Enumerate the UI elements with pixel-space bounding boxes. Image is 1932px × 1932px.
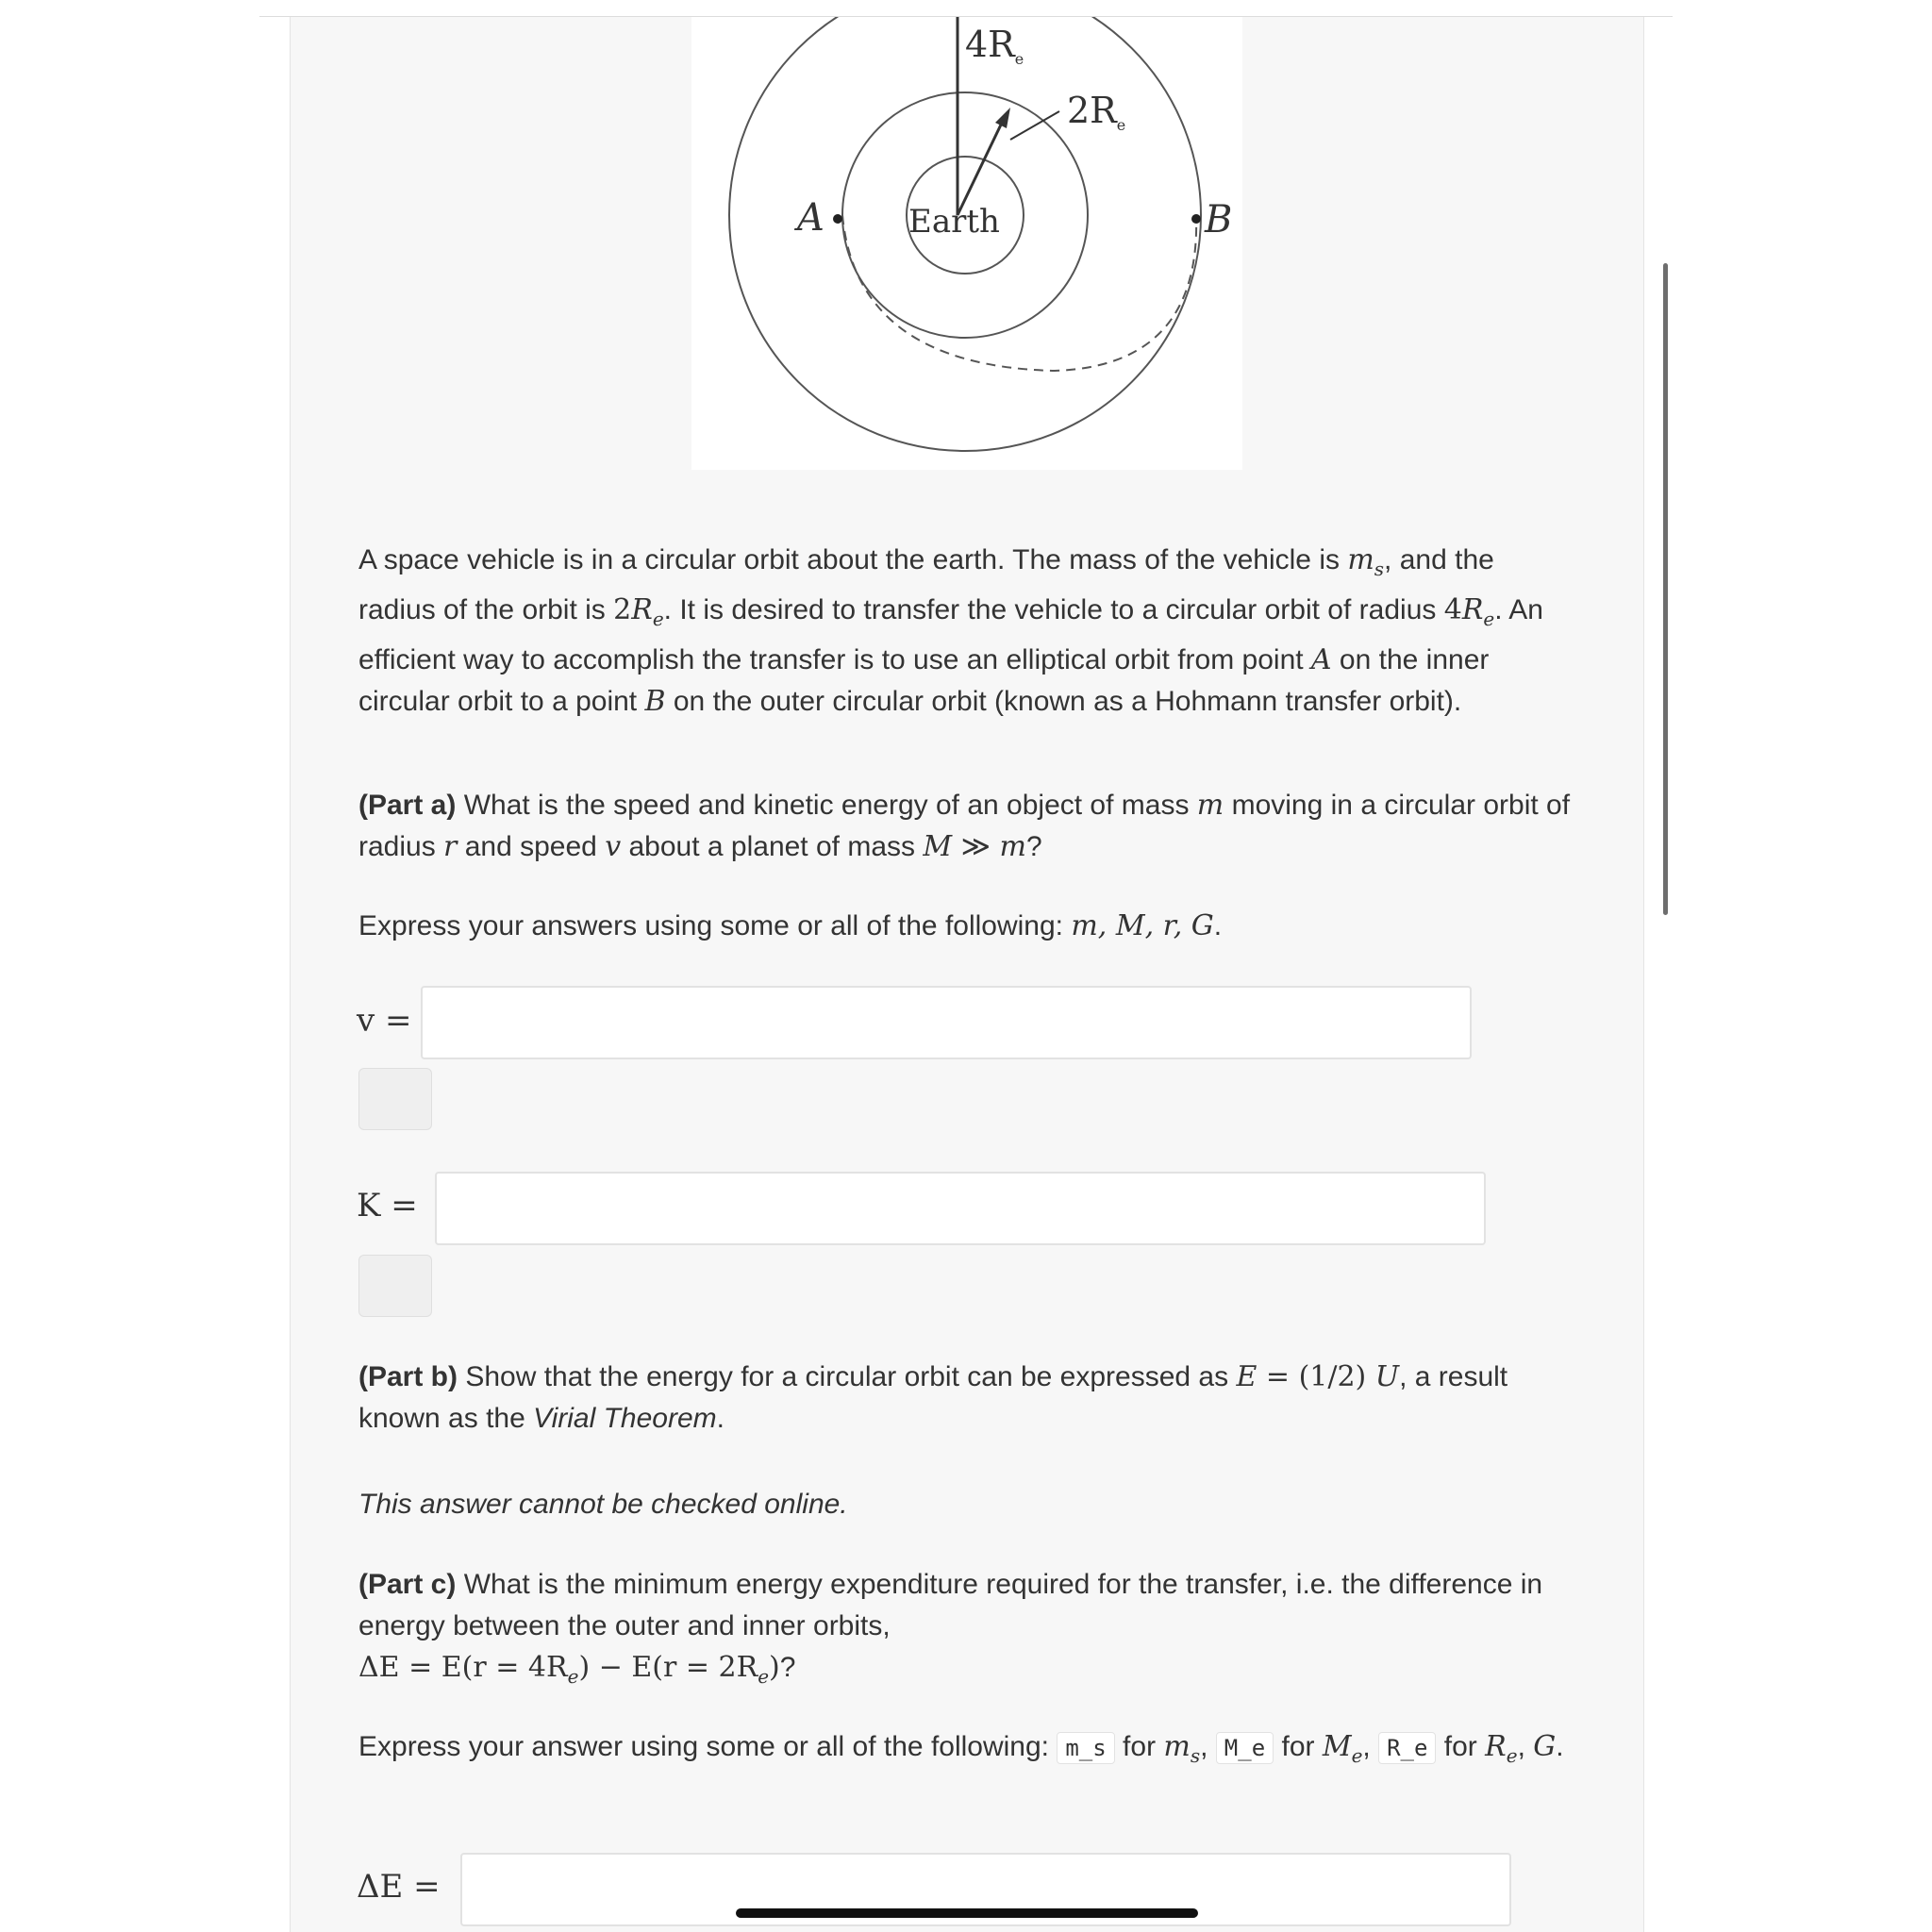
- part-b-note: This answer cannot be checked online.: [358, 1489, 848, 1520]
- label-b: B: [1205, 198, 1233, 242]
- home-indicator: [736, 1908, 1198, 1918]
- scrollbar[interactable]: [1663, 263, 1668, 915]
- part-a-question: (Part a) What is the speed and kinetic energy of an object of mass m moving in a circular orbit of radius r and speed v about a planet of mass M ≫ m?: [358, 789, 1571, 863]
- v-preview-button[interactable]: [358, 1068, 432, 1130]
- k-answer-input[interactable]: [435, 1172, 1486, 1245]
- orbit-diagram-svg: [691, 17, 1242, 470]
- point-b-dot: [1191, 214, 1201, 224]
- label-2r: $2R_e$: [1067, 90, 1126, 134]
- v-answer-input[interactable]: [421, 986, 1472, 1059]
- code-ms: m_s: [1057, 1732, 1114, 1764]
- k-preview-button[interactable]: [358, 1255, 432, 1317]
- arrow-head: [995, 108, 1010, 128]
- k-label: K =: [357, 1187, 418, 1224]
- code-re: R_e: [1378, 1732, 1436, 1764]
- label-a: A: [797, 196, 824, 240]
- part-c-question: (Part c) What is the minimum energy expenditure required for the transfer, i.e. the difference in energy between the outer and inner orbits, $\Delta E = E(r = 4R_e) - E(r = 2R_e)$?: [358, 1569, 1543, 1688]
- v-label: v =: [357, 1002, 412, 1040]
- point-a-dot: [833, 214, 842, 224]
- label-4r: $4R_e$: [965, 24, 1024, 68]
- delta-e-label: ΔE =: [357, 1868, 441, 1906]
- part-c-instructions: Express your answer using some or all of the following: m_s for $m_s$, M_e for $M_e$, R_e for $R_e$, G.: [358, 1730, 1564, 1767]
- code-me: M_e: [1216, 1732, 1274, 1764]
- intro-paragraph: A space vehicle is in a circular orbit about the earth. The mass of the vehicle is $m_s$, and the radius of the orbit is $2R_e$. It is desired to transfer the vehicle to a circular orbit of radius $4R_e$. An efficient way to accomplish the transfer is to use an elliptical orbit from point A on the inner circular orbit to a point B on the outer circular orbit (known as a Hohmann transfer orbit).: [358, 543, 1543, 718]
- radius-2r-line: [958, 121, 1003, 215]
- part-b-question: (Part b) Show that the energy for a circular orbit can be expressed as E = (1/2) U, a result known as the Virial Theorem.: [358, 1360, 1508, 1434]
- label-pointer: [1010, 111, 1059, 140]
- orbit-diagram: [691, 17, 1242, 470]
- label-earth: Earth: [908, 203, 1000, 241]
- part-a-instructions: Express your answers using some or all of the following: m, M, r, G.: [358, 909, 1223, 942]
